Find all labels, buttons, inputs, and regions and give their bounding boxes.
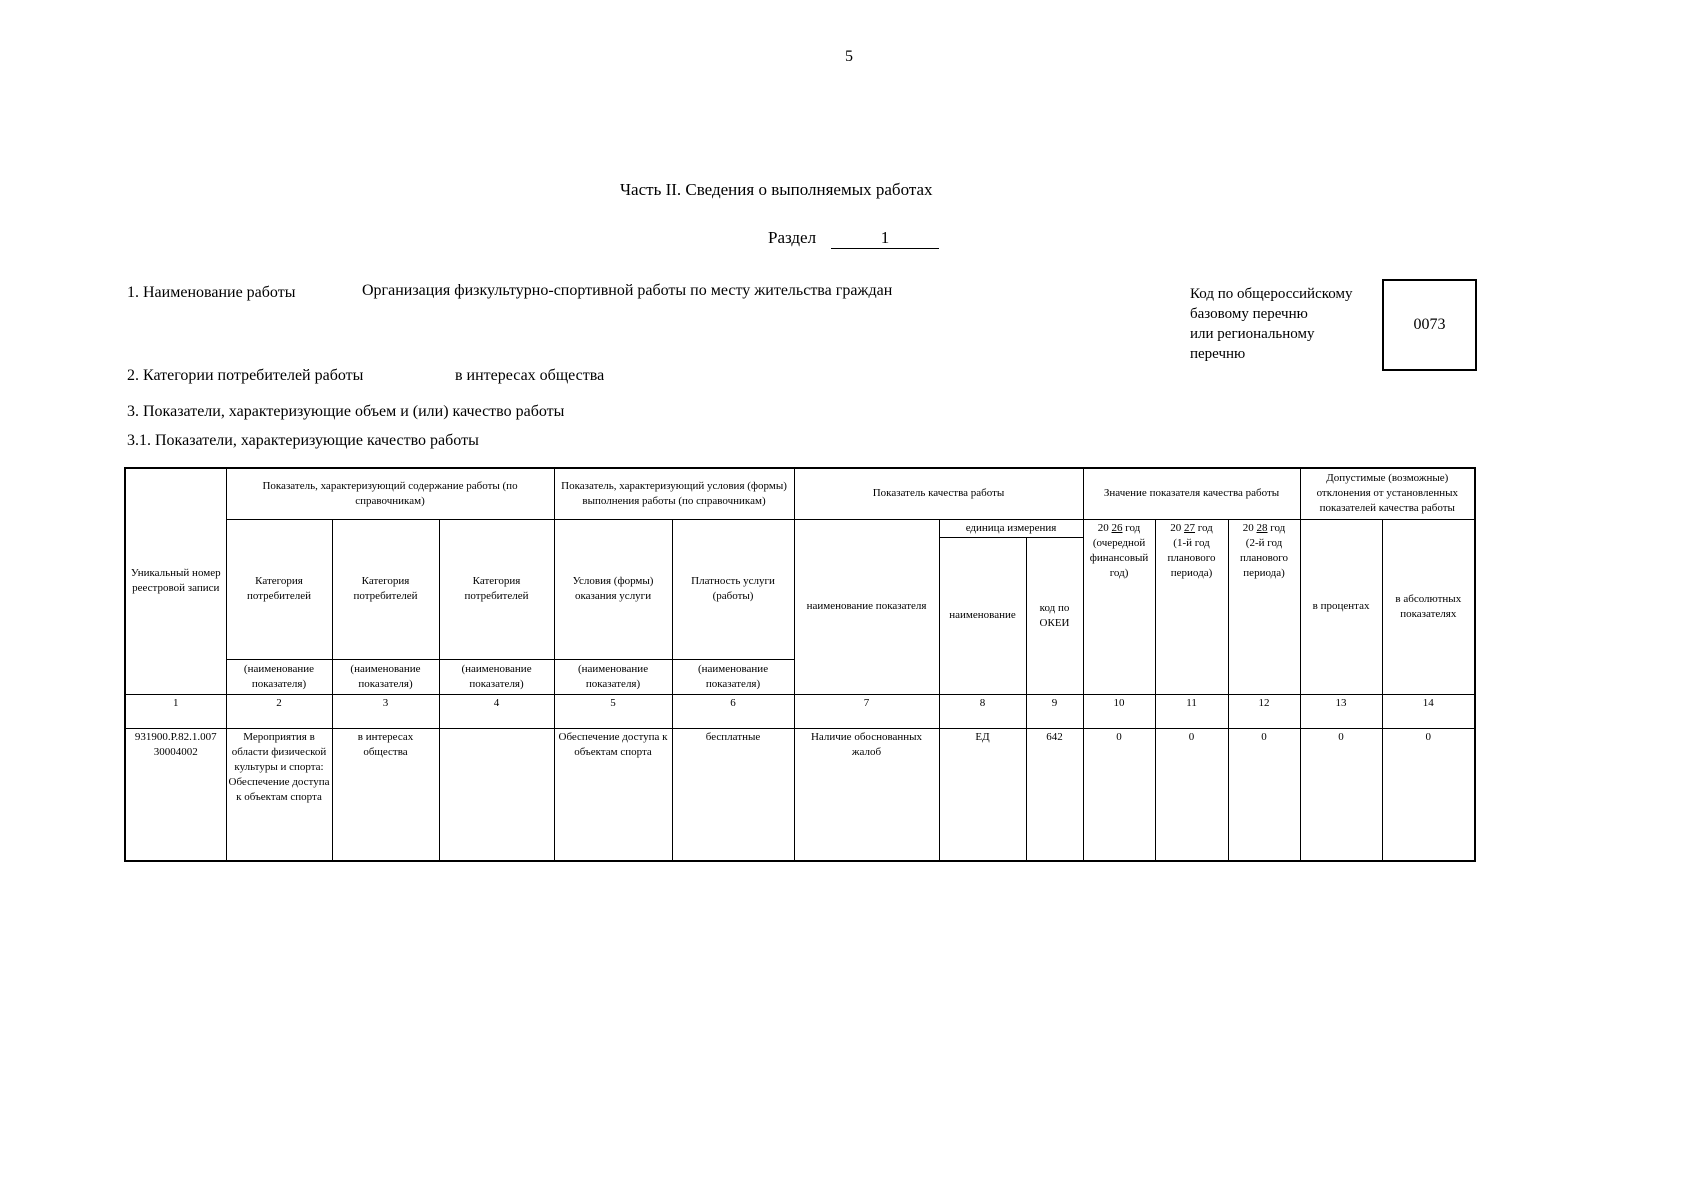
subheader-indicator-name-5: (наименование показателя)	[554, 659, 672, 694]
column-number: 10	[1083, 694, 1155, 728]
year-2-prefix: 20	[1170, 521, 1182, 534]
registry-code-value: 0073	[1413, 316, 1446, 333]
header-unit-of-measure: единица измерения	[939, 519, 1083, 537]
column-number: 2	[226, 694, 332, 728]
consumer-category-value: в интересах общества	[455, 367, 605, 384]
section3-heading: 3. Показатели, характеризующие объем и (или) качество работы	[127, 403, 565, 420]
table-header-row-2	[125, 519, 1475, 537]
header-deviation: Допустимые (возможные) отклонения от установленных показателей качества работы	[1300, 468, 1475, 519]
section31-heading: 3.1. Показатели, характеризующие качество работы	[127, 432, 479, 449]
header-unique-number: Уникальный номер реестровой записи	[125, 468, 226, 694]
cell-value-year-3: 0	[1228, 728, 1300, 861]
column-number: 7	[794, 694, 939, 728]
column-number: 5	[554, 694, 672, 728]
column-number: 14	[1382, 694, 1475, 728]
year-3-suffix: год	[1270, 521, 1286, 534]
header-deviation-absolute: в абсолютных показателях	[1382, 519, 1475, 694]
year-3-prefix: 20	[1242, 521, 1254, 534]
header-year-3	[1228, 519, 1300, 694]
quality-indicators-table	[124, 467, 1476, 862]
column-number: 9	[1026, 694, 1083, 728]
header-indicator-name: наименование показателя	[794, 519, 939, 694]
column-number: 1	[125, 694, 226, 728]
cell-consumer-category-3	[439, 728, 554, 861]
column-number: 4	[439, 694, 554, 728]
cell-deviation-percent: 0	[1300, 728, 1382, 861]
subheader-indicator-name-3: (наименование показателя)	[332, 659, 439, 694]
header-unit-okei: код по ОКЕИ	[1026, 537, 1083, 694]
column-number: 8	[939, 694, 1026, 728]
cell-service-conditions: Обеспечение доступа к объектам спорта	[554, 728, 672, 861]
cell-deviation-absolute: 0	[1382, 728, 1475, 861]
work-name-value: Организация физкультурно-спортивной работы по месту жительства граждан	[362, 282, 893, 299]
table-header-row-1	[125, 468, 1475, 519]
cell-unit-name: ЕД	[939, 728, 1026, 861]
column-number: 11	[1155, 694, 1228, 728]
consumer-category-label: 2. Категории потребителей работы	[127, 367, 364, 384]
cell-consumer-category-1: Мероприятия в области физической культуры и спорта: Обеспечение доступа к объектам спорта	[226, 728, 332, 861]
registry-code-label: Код по общероссийскому базовому перечню или региональному перечню	[1190, 286, 1353, 362]
header-deviation-percent: в процентах	[1300, 519, 1382, 694]
year-2-suffix: год	[1197, 521, 1213, 534]
header-consumer-category-1: Категория потребителей	[226, 519, 332, 659]
column-number: 12	[1228, 694, 1300, 728]
header-quality-indicator: Показатель качества работы	[794, 468, 1083, 519]
header-service-conditions: Условия (формы) оказания услуги	[554, 519, 672, 659]
year-1-value: 26	[1111, 521, 1123, 534]
header-year-2	[1155, 519, 1228, 694]
cell-indicator-name: Наличие обоснованных жалоб	[794, 728, 939, 861]
subheader-indicator-name-6: (наименование показателя)	[672, 659, 794, 694]
header-consumer-category-2: Категория потребителей	[332, 519, 439, 659]
year-2-note: (1-й год планового периода)	[1167, 536, 1216, 579]
year-1-note: (очередной финансовый год)	[1089, 536, 1149, 579]
cell-consumer-category-2: в интересах общества	[332, 728, 439, 861]
cell-unit-okei: 642	[1026, 728, 1083, 861]
cell-value-year-1: 0	[1083, 728, 1155, 861]
year-2-value: 27	[1184, 521, 1196, 534]
header-unit-name: наименование	[939, 537, 1026, 694]
header-consumer-category-3: Категория потребителей	[439, 519, 554, 659]
header-indicator-value: Значение показателя качества работы	[1083, 468, 1300, 519]
work-name-label: 1. Наименование работы	[127, 284, 296, 301]
column-number: 6	[672, 694, 794, 728]
registry-code-box	[1382, 279, 1477, 371]
header-conditions-indicator: Показатель, характеризующий условия (формы) выполнения работы (по справочникам)	[554, 468, 794, 519]
header-year-1	[1083, 519, 1155, 694]
year-1-suffix: год	[1125, 521, 1141, 534]
header-content-indicator: Показатель, характеризующий содержание работы (по справочникам)	[226, 468, 554, 519]
column-number-row	[125, 694, 1475, 728]
part-title: Часть II. Сведения о выполняемых работах	[620, 180, 933, 199]
year-3-value: 28	[1256, 521, 1268, 534]
cell-service-payment: бесплатные	[672, 728, 794, 861]
year-3-note: (2-й год планового периода)	[1240, 536, 1289, 579]
subheader-indicator-name-2: (наименование показателя)	[226, 659, 332, 694]
subheader-indicator-name-4: (наименование показателя)	[439, 659, 554, 694]
cell-registry-code: 931900.Р.82.1.007 30004002	[125, 728, 226, 861]
column-number: 13	[1300, 694, 1382, 728]
column-number: 3	[332, 694, 439, 728]
cell-value-year-2: 0	[1155, 728, 1228, 861]
header-service-payment: Платность услуги (работы)	[672, 519, 794, 659]
year-1-prefix: 20	[1097, 521, 1109, 534]
section-number: 1	[831, 228, 939, 249]
page-number: 5	[845, 48, 853, 65]
section-label: Раздел	[768, 228, 817, 247]
table-row	[125, 728, 1475, 861]
